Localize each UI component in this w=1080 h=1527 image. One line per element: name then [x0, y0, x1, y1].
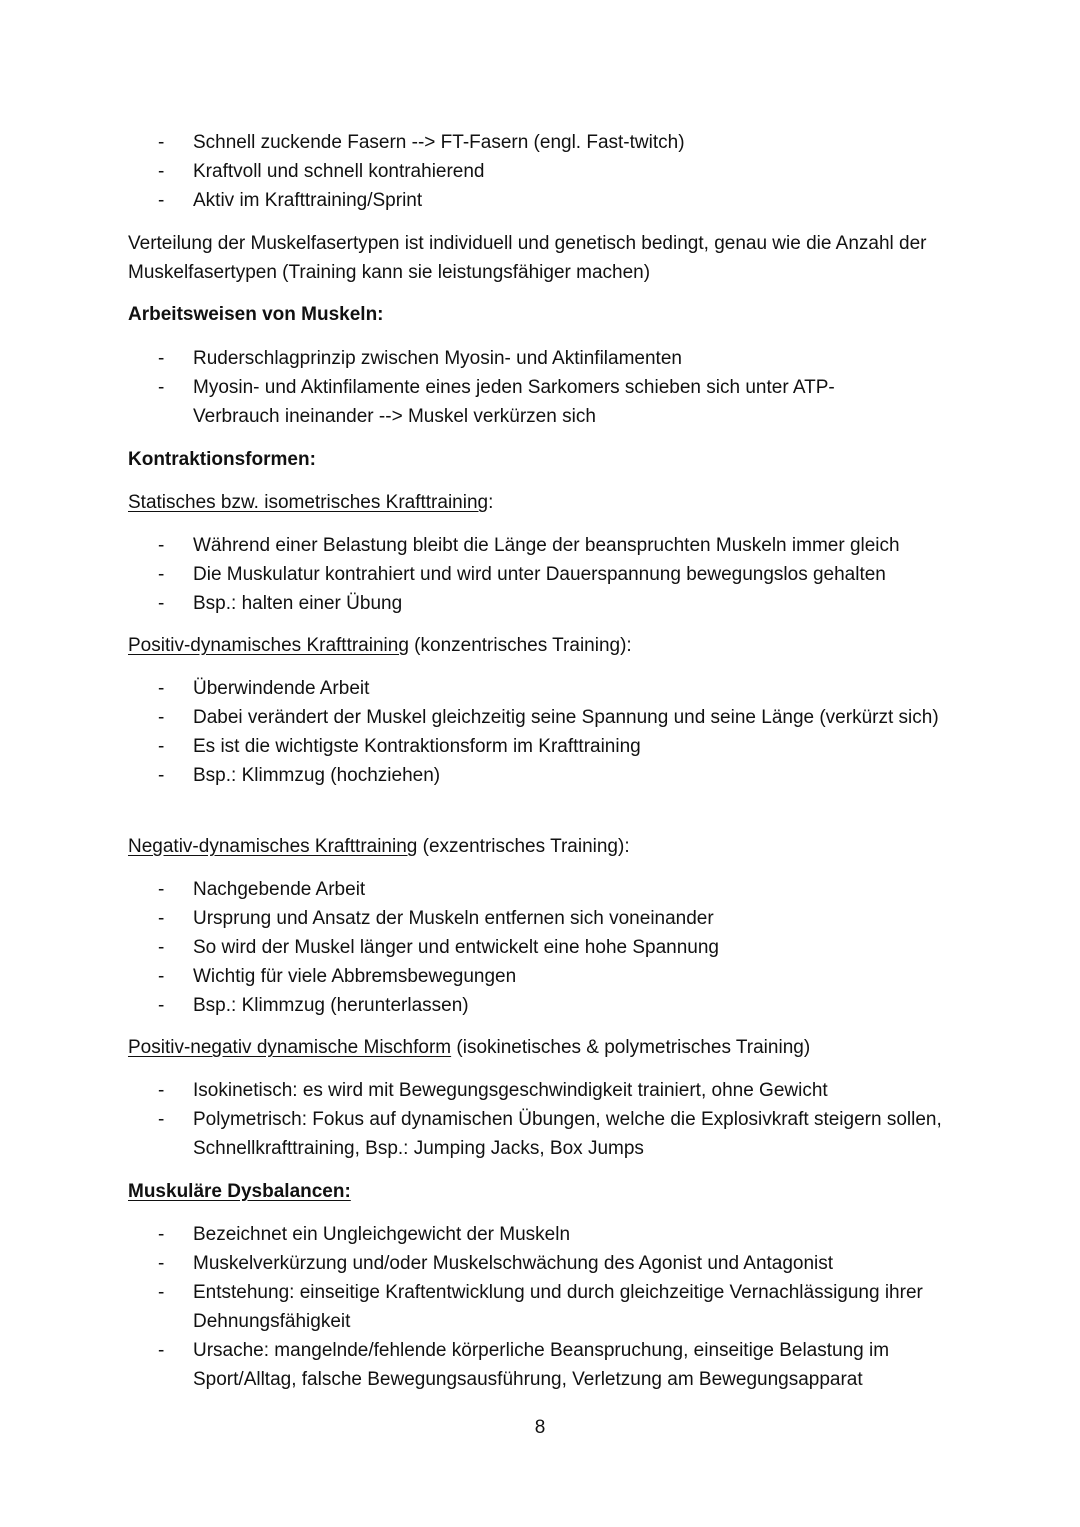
list-item: - Ruderschlagprinzip zwischen Myosin- und Aktinfilamenten — [158, 348, 682, 369]
page-number: 8 — [534, 1417, 546, 1438]
list-item: - Die Muskulatur kontrahiert und wird unter Dauerspannung bewegungslos gehalten — [158, 564, 886, 585]
kontraktionsformen-heading: Kontraktionsformen: — [128, 449, 316, 470]
list-item: - Isokinetisch: es wird mit Bewegungsgeschwindigkeit trainiert, ohne Gewicht — [158, 1080, 828, 1101]
list-item: - Myosin- und Aktinfilamente eines jeden Sarkomers schieben sich unter ATP-Verbrauch ineinander --> Muskel verkürzen sich — [158, 377, 835, 427]
list-item: - Es ist die wichtigste Kontraktionsform im Krafttraining — [158, 736, 641, 757]
positiv-subheading: Positiv-dynamisches Krafttraining (konzentrisches Training): — [128, 635, 632, 656]
list-item: - Ursache: mangelnde/fehlende körperliche Beanspruchung, einseitige Belastung im Sport/Alltag, falsche Bewegungsausführung, Verletzung am Bewegungsapparat — [158, 1340, 890, 1390]
positiv-list — [128, 674, 948, 790]
negativ-subheading: Negativ-dynamisches Krafttraining (exzentrisches Training): — [128, 836, 630, 857]
mischform-list — [128, 1076, 948, 1163]
list-item: - Bsp.: Klimmzug (herunterlassen) — [158, 995, 469, 1016]
arbeitsweisen-heading: Arbeitsweisen von Muskeln: — [128, 304, 384, 325]
negativ-list — [128, 875, 948, 1020]
list-item: - Überwindende Arbeit — [158, 678, 370, 699]
list-item: - Bsp.: halten einer Übung — [158, 593, 403, 614]
list-item: - Polymetrisch: Fokus auf dynamischen Übungen, welche die Explosivkraft steigern sollen, Schnellkrafttraining, Bsp.: Jumping Jacks, Box Jumps — [158, 1109, 942, 1159]
mischform-subheading: Positiv-negativ dynamische Mischform (isokinetisches & polymetrisches Training) — [128, 1037, 811, 1058]
list-item: - Schnell zuckende Fasern --> FT-Fasern (engl. Fast-twitch) — [158, 132, 685, 153]
list-item: - Nachgebende Arbeit — [158, 879, 366, 900]
list-item: - Bsp.: Klimmzug (hochziehen) — [158, 765, 441, 786]
list-item: - Während einer Belastung bleibt die Länge der beanspruchten Muskeln immer gleich — [158, 535, 900, 556]
arbeitsweisen-list — [128, 344, 948, 431]
list-item: - So wird der Muskel länger und entwickelt eine hohe Spannung — [158, 937, 719, 958]
list-item: - Entstehung: einseitige Kraftentwicklung und durch gleichzeitige Vernachlässigung ihrer Dehnungsfähigkeit — [158, 1282, 923, 1332]
fasertyp-list — [128, 128, 948, 215]
list-item: - Wichtig für viele Abbremsbewegungen — [158, 966, 517, 987]
verteilung-paragraph: Verteilung der Muskelfasertypen ist individuell und genetisch bedingt, genau wie die Anzahl der Muskelfasertypen (Training kann sie leistungsfähiger machen) — [128, 233, 927, 283]
statisch-list — [128, 531, 948, 618]
list-item: - Dabei verändert der Muskel gleichzeitig seine Spannung und seine Länge (verkürzt sich) — [158, 707, 939, 728]
list-item: - Aktiv im Krafttraining/Sprint — [158, 190, 423, 211]
dysbalancen-list — [128, 1220, 948, 1394]
statisch-subheading: Statisches bzw. isometrisches Krafttraining: — [128, 492, 494, 513]
list-item: - Bezeichnet ein Ungleichgewicht der Muskeln — [158, 1224, 571, 1245]
dysbalancen-heading: Muskuläre Dysbalancen: — [128, 1181, 351, 1202]
list-item: - Kraftvoll und schnell kontrahierend — [158, 161, 485, 182]
list-item: - Muskelverkürzung und/oder Muskelschwächung des Agonist und Antagonist — [158, 1253, 834, 1274]
list-item: - Ursprung und Ansatz der Muskeln entfernen sich voneinander — [158, 908, 714, 929]
